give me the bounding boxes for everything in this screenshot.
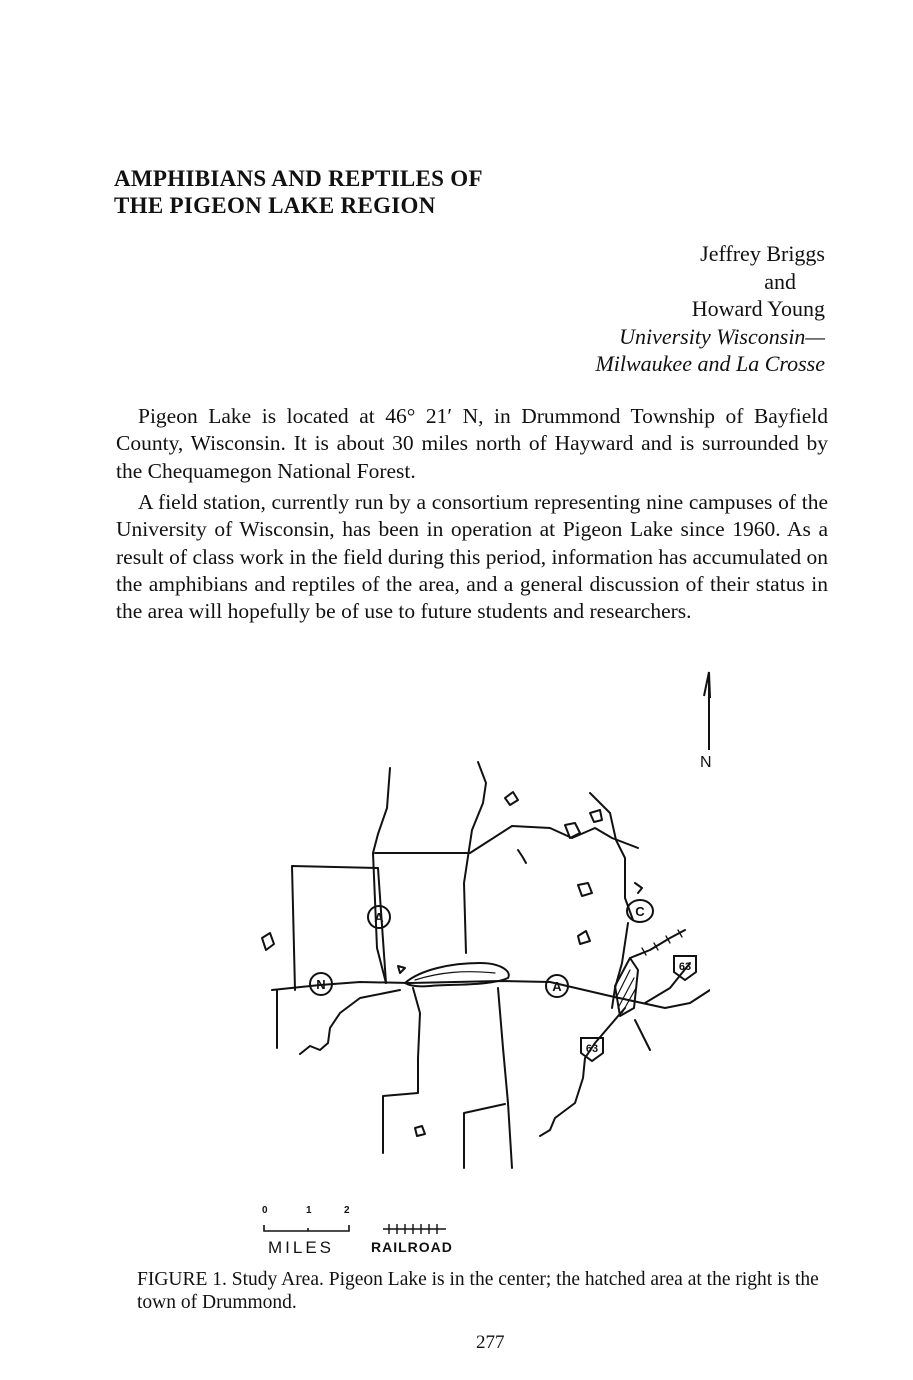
lake-10 <box>635 883 642 893</box>
road-north <box>373 768 390 983</box>
road-label-a-east: A <box>552 979 562 994</box>
lake-4 <box>578 883 592 896</box>
scale-tick-1: 1 <box>306 1205 312 1216</box>
affiliation-line-2: Milwaukee and La Crosse <box>595 351 825 376</box>
railroad-south <box>635 1020 650 1050</box>
scale-tick-2: 2 <box>344 1205 350 1216</box>
road-south-3 <box>464 1104 505 1168</box>
lake-6 <box>518 850 526 863</box>
title-line-1: AMPHIBIANS AND REPTILES OF <box>114 166 483 191</box>
north-arrow-icon <box>700 668 720 758</box>
lake-5 <box>578 931 590 944</box>
road-west-box <box>292 866 386 990</box>
title-line-2: THE PIGEON LAKE REGION <box>114 193 436 218</box>
railroad <box>630 930 685 958</box>
road-south-2 <box>498 988 512 1168</box>
miles-scale-bar <box>264 1225 349 1231</box>
railroad-legend-label: RAILROAD <box>371 1239 453 1255</box>
author-name-2: Howard Young <box>691 296 825 321</box>
scale-tick-0: 0 <box>262 1205 268 1216</box>
road-north-2 <box>464 762 486 953</box>
affiliation-line-1: University Wisconsin— <box>619 323 825 349</box>
north-label: N <box>700 754 712 771</box>
road-label-us63-south: 63 <box>585 1043 599 1055</box>
lake-1 <box>505 792 518 805</box>
author-conjunction: and <box>764 268 796 294</box>
road-north-east <box>375 826 638 853</box>
road-label-a-north: A <box>374 910 384 925</box>
lake-3 <box>590 810 602 822</box>
author-block <box>595 240 825 378</box>
paragraph-2: A field station, currently run by a consortium representing nine campuses of the University of Wisconsin, has been in operation at Pigeon Lake since 1960. As a result of class work in the field during this period, information has accumulated on the amphibians and reptiles of the area, and a general discussion of their status in the area will hopefully be of use to future students and researchers. <box>116 490 828 624</box>
lake-9 <box>262 933 274 950</box>
railroad-legend-symbol <box>383 1224 446 1234</box>
road-main-east-west <box>272 981 710 1008</box>
road-label-n-west: N <box>316 977 326 992</box>
road-label-us63-east: 63 <box>678 961 692 973</box>
lake-8 <box>415 1126 425 1136</box>
road-south-east <box>540 1008 625 1136</box>
page-number: 277 <box>476 1332 505 1353</box>
road-label-c-county: C <box>635 904 645 919</box>
lake-7 <box>398 966 405 973</box>
road-sw-winding <box>300 990 400 1054</box>
article-title <box>114 165 634 219</box>
pigeon-lake-shoreline <box>415 972 495 980</box>
author-name-1: Jeffrey Briggs <box>700 241 825 266</box>
figure-caption: FIGURE 1. Study Area. Pigeon Lake is in the center; the hatched area at the right is the town of Drummond. <box>137 1269 819 1313</box>
scale-miles-label: MILES <box>268 1238 335 1257</box>
map-scale-legend <box>258 1205 478 1255</box>
study-area-map <box>250 758 710 1173</box>
paragraph-1: Pigeon Lake is located at 46° 21′ N, in Drummond Township of Bayfield County, Wisconsin. It is about 30 miles north of Hayward and is surrounded by the Chequamegon National Forest. <box>116 404 828 483</box>
